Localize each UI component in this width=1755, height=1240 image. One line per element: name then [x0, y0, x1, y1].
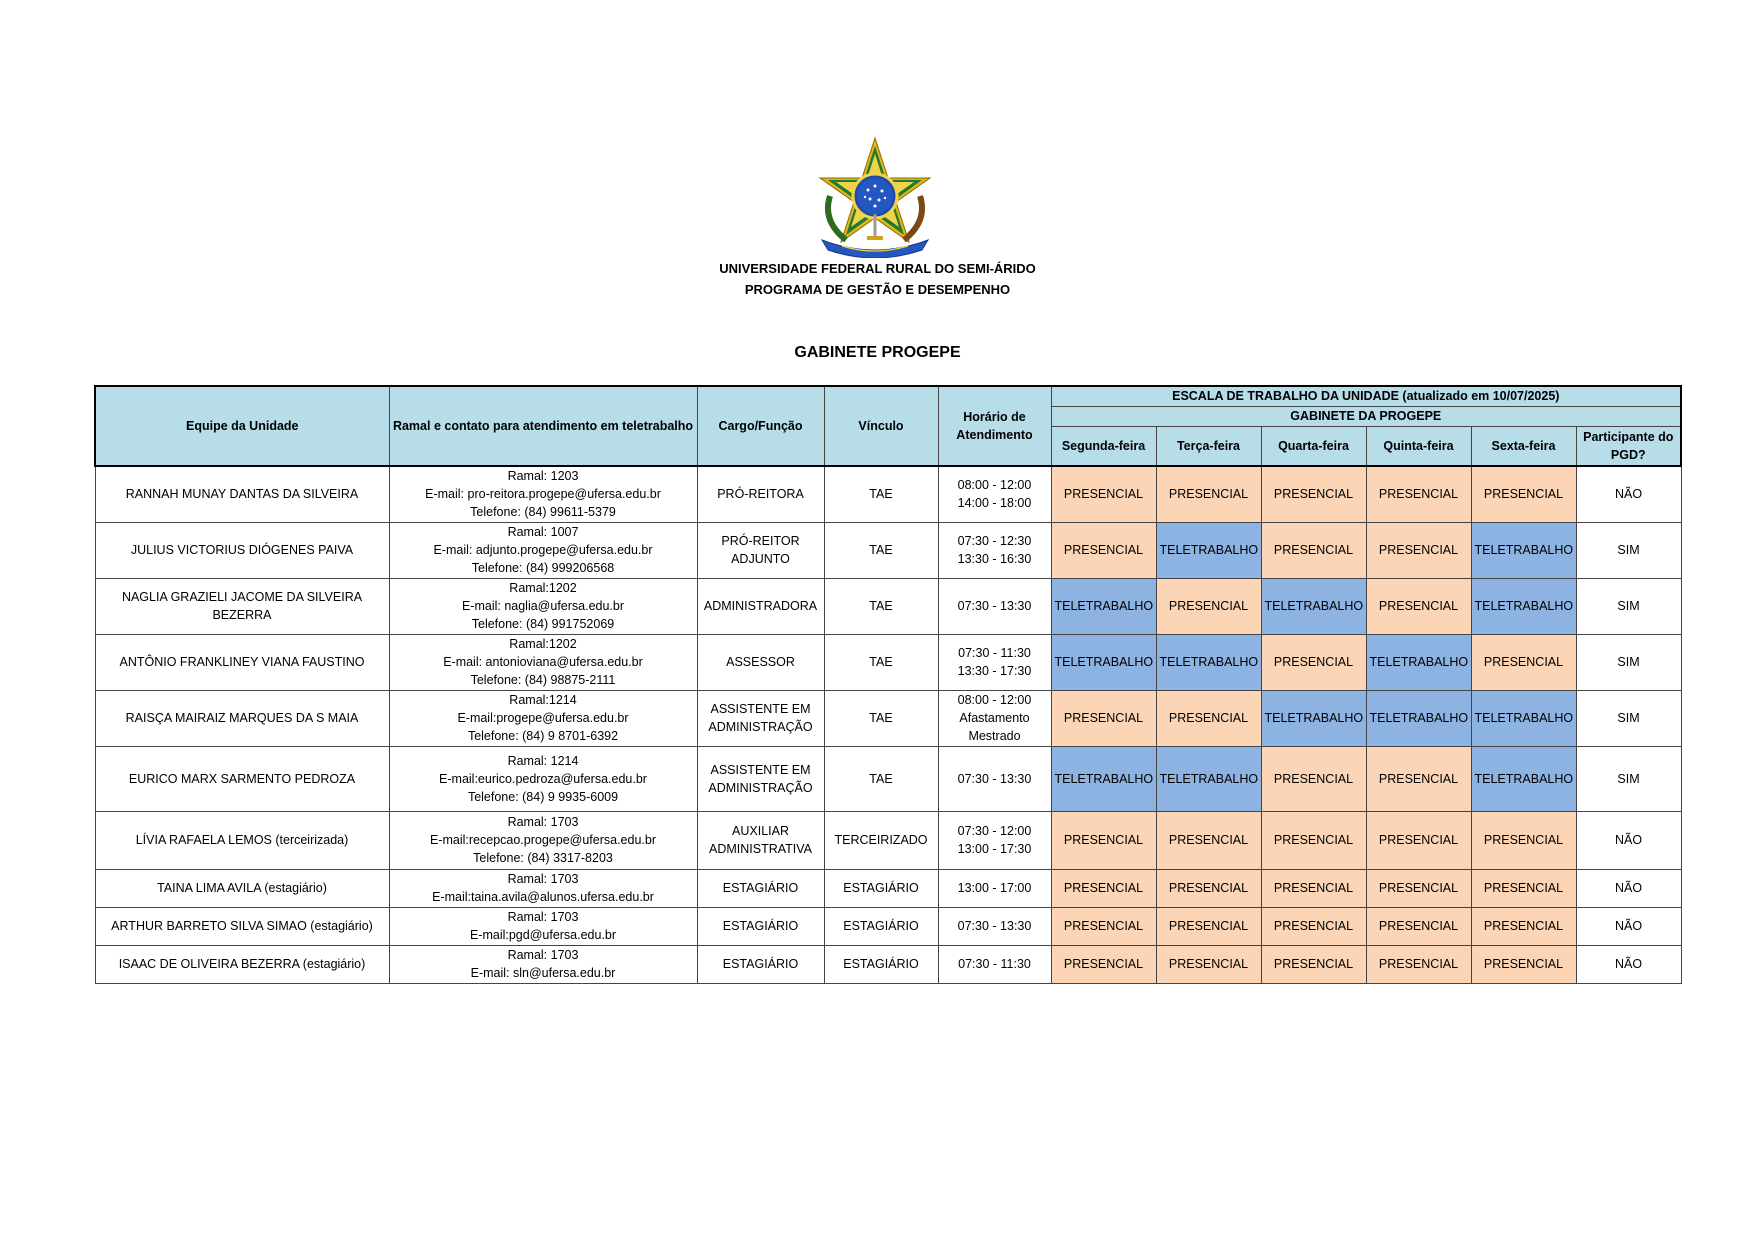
- role: ADMINISTRADORA: [697, 578, 824, 634]
- table-row: [95, 634, 1681, 690]
- service-hours-line: 14:00 - 18:00: [957, 496, 1032, 511]
- service-hours: [938, 578, 1051, 634]
- day-status: PRESENCIAL: [1051, 907, 1156, 945]
- service-hours-line: 07:30 - 13:30: [957, 599, 1032, 613]
- col-pgd-header: Participante do PGD?: [1576, 426, 1681, 466]
- member-name: ISAAC DE OLIVEIRA BEZERRA (estagiário): [95, 945, 389, 983]
- member-name: RANNAH MUNAY DANTAS DA SILVEIRA: [95, 466, 389, 522]
- service-hours-line: Mestrado: [968, 729, 1021, 743]
- member-name: EURICO MARX SARMENTO PEDROZA: [95, 746, 389, 811]
- service-hours-line: 07:30 - 11:30: [958, 957, 1031, 971]
- contact-info: [389, 634, 697, 690]
- col-hours-header: Horário de Atendimento: [938, 386, 1051, 466]
- contact-info-line: Ramal: 1703: [507, 910, 579, 924]
- service-hours: [938, 522, 1051, 578]
- contact-info: [389, 522, 697, 578]
- contact-info-line: Telefone: (84) 9 8701-6392: [467, 729, 619, 743]
- contact-info-line: E-mail: adjunto.progepe@ufersa.edu.br: [433, 543, 653, 557]
- member-name: JULIUS VICTORIUS DIÓGENES PAIVA: [95, 522, 389, 578]
- contact-info-line: Ramal:1202: [509, 637, 577, 651]
- table-row: [95, 466, 1681, 522]
- role: AUXILIAR ADMINISTRATIVA: [697, 811, 824, 869]
- contact-info-line: Ramal: 1214: [507, 753, 579, 768]
- service-hours: [938, 907, 1051, 945]
- day-status: PRESENCIAL: [1051, 522, 1156, 578]
- day-status: PRESENCIAL: [1366, 907, 1471, 945]
- pgd-participant: NÃO: [1576, 907, 1681, 945]
- day-status: PRESENCIAL: [1156, 466, 1261, 522]
- day-status: PRESENCIAL: [1471, 634, 1576, 690]
- day-status: PRESENCIAL: [1051, 945, 1156, 983]
- service-hours: [938, 634, 1051, 690]
- table-header: [95, 386, 1681, 466]
- contact-info-line: Telefone: (84) 99611-5379: [470, 505, 616, 520]
- service-hours-line: 08:00 - 12:00: [957, 478, 1032, 493]
- program-title: PROGRAMA DE GESTÃO E DESEMPENHO: [744, 282, 1011, 297]
- service-hours: [938, 466, 1051, 522]
- table-body: [95, 466, 1681, 983]
- day-status: PRESENCIAL: [1471, 907, 1576, 945]
- col-role-header: Cargo/Função: [697, 386, 824, 466]
- day-status: TELETRABALHO: [1156, 746, 1261, 811]
- contact-info: [389, 945, 697, 983]
- day-header: Terça-feira: [1156, 426, 1261, 466]
- day-header: Quinta-feira: [1366, 426, 1471, 466]
- service-hours: [938, 746, 1051, 811]
- contact-info-line: E-mail:progepe@ufersa.edu.br: [457, 711, 629, 725]
- day-status: TELETRABALHO: [1471, 690, 1576, 746]
- pgd-participant: SIM: [1576, 634, 1681, 690]
- service-hours-line: 07:30 - 12:30: [957, 534, 1032, 548]
- contact-info-line: Telefone: (84) 3317-8203: [473, 851, 613, 865]
- day-header: Sexta-feira: [1471, 426, 1576, 466]
- service-hours-line: 13:30 - 17:30: [957, 664, 1032, 678]
- service-hours-line: 07:30 - 13:30: [957, 771, 1032, 786]
- day-status: PRESENCIAL: [1156, 869, 1261, 907]
- contact-info-line: Ramal:1214: [509, 693, 577, 707]
- service-hours-line: 08:00 - 12:00: [957, 693, 1032, 707]
- bond: ESTAGIÁRIO: [824, 907, 938, 945]
- day-status: PRESENCIAL: [1366, 522, 1471, 578]
- day-status: TELETRABALHO: [1366, 634, 1471, 690]
- unit-title: GABINETE PROGEPE: [794, 344, 961, 361]
- contact-info: [389, 466, 697, 522]
- day-status: PRESENCIAL: [1366, 578, 1471, 634]
- day-status: PRESENCIAL: [1156, 945, 1261, 983]
- bond: TAE: [824, 466, 938, 522]
- service-hours-line: 13:00 - 17:30: [957, 842, 1032, 856]
- col-team-header: Equipe da Unidade: [95, 386, 389, 466]
- role: ASSISTENTE EM ADMINISTRAÇÃO: [697, 690, 824, 746]
- day-status: PRESENCIAL: [1471, 811, 1576, 869]
- pgd-participant: NÃO: [1576, 811, 1681, 869]
- contact-info-line: Ramal: 1007: [507, 525, 579, 539]
- contact-info: [389, 811, 697, 869]
- contact-info-line: E-mail: naglia@ufersa.edu.br: [461, 599, 625, 613]
- bond: TAE: [824, 634, 938, 690]
- table-row: [95, 869, 1681, 907]
- day-status: TELETRABALHO: [1261, 578, 1366, 634]
- role: ASSESSOR: [697, 634, 824, 690]
- day-status: TELETRABALHO: [1471, 522, 1576, 578]
- day-status: PRESENCIAL: [1261, 811, 1366, 869]
- pgd-participant: SIM: [1576, 578, 1681, 634]
- table-row: [95, 578, 1681, 634]
- bond: TAE: [824, 578, 938, 634]
- day-status: PRESENCIAL: [1366, 746, 1471, 811]
- day-header: Quarta-feira: [1261, 426, 1366, 466]
- day-status: TELETRABALHO: [1471, 578, 1576, 634]
- service-hours-line: 07:30 - 11:30: [958, 646, 1031, 660]
- member-name: LÍVIA RAFAELA LEMOS (terceirizada): [95, 811, 389, 869]
- contact-info-line: Telefone: (84) 9 9935-6009: [467, 789, 619, 804]
- bond: ESTAGIÁRIO: [824, 869, 938, 907]
- service-hours-line: 07:30 - 13:30: [957, 919, 1032, 933]
- bond: ESTAGIÁRIO: [824, 945, 938, 983]
- day-status: TELETRABALHO: [1261, 690, 1366, 746]
- role: ASSISTENTE EM ADMINISTRAÇÃO: [697, 746, 824, 811]
- day-status: PRESENCIAL: [1051, 690, 1156, 746]
- contact-info-line: Telefone: (84) 999206568: [471, 561, 615, 575]
- day-status: TELETRABALHO: [1471, 746, 1576, 811]
- contact-info-line: Telefone: (84) 98875-2111: [470, 673, 616, 687]
- work-schedule-table: [94, 385, 1682, 984]
- day-status: PRESENCIAL: [1051, 466, 1156, 522]
- contact-info-line: Ramal: 1703: [507, 948, 579, 962]
- day-status: PRESENCIAL: [1471, 869, 1576, 907]
- day-status: PRESENCIAL: [1156, 907, 1261, 945]
- day-status: TELETRABALHO: [1156, 634, 1261, 690]
- day-status: TELETRABALHO: [1051, 578, 1156, 634]
- table-row: [95, 907, 1681, 945]
- service-hours-line: 13:00 - 17:00: [957, 881, 1032, 895]
- table-row: [95, 690, 1681, 746]
- day-status: TELETRABALHO: [1051, 634, 1156, 690]
- service-hours-line: 13:30 - 16:30: [957, 552, 1032, 566]
- day-status: PRESENCIAL: [1471, 945, 1576, 983]
- day-status: PRESENCIAL: [1261, 746, 1366, 811]
- contact-info-line: Telefone: (84) 991752069: [471, 617, 615, 631]
- contact-info-line: E-mail:taina.avila@alunos.ufersa.edu.br: [432, 890, 654, 904]
- role: ESTAGIÁRIO: [697, 907, 824, 945]
- day-status: PRESENCIAL: [1261, 869, 1366, 907]
- pgd-participant: NÃO: [1576, 466, 1681, 522]
- contact-info-line: Ramal: 1703: [507, 872, 579, 886]
- contact-info: [389, 690, 697, 746]
- member-name: NAGLIA GRAZIELI JACOME DA SILVEIRA BEZERRA: [95, 578, 389, 634]
- member-name: ARTHUR BARRETO SILVA SIMAO (estagiário): [95, 907, 389, 945]
- table-row: [95, 746, 1681, 811]
- day-status: PRESENCIAL: [1156, 811, 1261, 869]
- day-status: PRESENCIAL: [1156, 578, 1261, 634]
- schedule-subtitle-header: GABINETE DA PROGEPE: [1051, 406, 1681, 426]
- day-status: PRESENCIAL: [1261, 634, 1366, 690]
- day-status: PRESENCIAL: [1366, 869, 1471, 907]
- day-header: Segunda-feira: [1051, 426, 1156, 466]
- institution-title: UNIVERSIDADE FEDERAL RURAL DO SEMI-ÁRIDO: [719, 261, 1036, 276]
- pgd-participant: SIM: [1576, 522, 1681, 578]
- service-hours-line: Afastamento: [959, 711, 1030, 725]
- contact-info-line: Ramal:1202: [509, 581, 577, 595]
- pgd-participant: NÃO: [1576, 869, 1681, 907]
- table-row: [95, 811, 1681, 869]
- service-hours: [938, 945, 1051, 983]
- role: ESTAGIÁRIO: [697, 945, 824, 983]
- service-hours-line: 07:30 - 12:00: [957, 824, 1032, 838]
- day-status: PRESENCIAL: [1051, 811, 1156, 869]
- bond: TAE: [824, 746, 938, 811]
- contact-info-line: Ramal: 1703: [507, 815, 579, 829]
- contact-info-line: E-mail: sln@ufersa.edu.br: [470, 966, 616, 980]
- role: PRÓ-REITORA: [697, 466, 824, 522]
- contact-info-line: E-mail:recepcao.progepe@ufersa.edu.br: [429, 833, 656, 847]
- day-status: TELETRABALHO: [1051, 746, 1156, 811]
- day-status: PRESENCIAL: [1261, 466, 1366, 522]
- table-row: [95, 522, 1681, 578]
- contact-info-line: Ramal: 1203: [507, 469, 579, 484]
- role: PRÓ-REITOR ADJUNTO: [697, 522, 824, 578]
- contact-info-line: E-mail:eurico.pedroza@ufersa.edu.br: [439, 771, 647, 786]
- day-status: PRESENCIAL: [1471, 466, 1576, 522]
- day-status: TELETRABALHO: [1366, 690, 1471, 746]
- col-contact-header: Ramal e contato para atendimento em teletrabalho: [389, 386, 697, 466]
- contact-info-line: E-mail: pro-reitora.progepe@ufersa.edu.br: [425, 487, 661, 502]
- member-name: ANTÔNIO FRANKLINEY VIANA FAUSTINO: [95, 634, 389, 690]
- contact-info: [389, 869, 697, 907]
- day-status: PRESENCIAL: [1156, 690, 1261, 746]
- day-status: PRESENCIAL: [1261, 522, 1366, 578]
- pgd-participant: NÃO: [1576, 945, 1681, 983]
- role: ESTAGIÁRIO: [697, 869, 824, 907]
- bond: TAE: [824, 690, 938, 746]
- pgd-participant: SIM: [1576, 690, 1681, 746]
- service-hours: [938, 811, 1051, 869]
- day-status: PRESENCIAL: [1366, 945, 1471, 983]
- bond: TAE: [824, 522, 938, 578]
- day-status: PRESENCIAL: [1261, 907, 1366, 945]
- day-status: PRESENCIAL: [1051, 869, 1156, 907]
- schedule-title-header: ESCALA DE TRABALHO DA UNIDADE (atualizado em 10/07/2025): [1051, 386, 1681, 406]
- contact-info: [389, 578, 697, 634]
- contact-info: [389, 746, 697, 811]
- day-status: PRESENCIAL: [1261, 945, 1366, 983]
- table-row: [95, 945, 1681, 983]
- day-status: PRESENCIAL: [1366, 811, 1471, 869]
- coat-of-arms-emblem: [812, 136, 938, 258]
- member-name: TAINA LIMA AVILA (estagiário): [95, 869, 389, 907]
- pgd-participant: SIM: [1576, 746, 1681, 811]
- bond: TERCEIRIZADO: [824, 811, 938, 869]
- day-status: TELETRABALHO: [1156, 522, 1261, 578]
- member-name: RAISÇA MAIRAIZ MARQUES DA S MAIA: [95, 690, 389, 746]
- day-status: PRESENCIAL: [1366, 466, 1471, 522]
- contact-info-line: E-mail:pgd@ufersa.edu.br: [469, 928, 617, 942]
- service-hours: [938, 869, 1051, 907]
- contact-info-line: E-mail: antonioviana@ufersa.edu.br: [443, 655, 643, 669]
- service-hours: [938, 690, 1051, 746]
- col-bond-header: Vínculo: [824, 386, 938, 466]
- contact-info: [389, 907, 697, 945]
